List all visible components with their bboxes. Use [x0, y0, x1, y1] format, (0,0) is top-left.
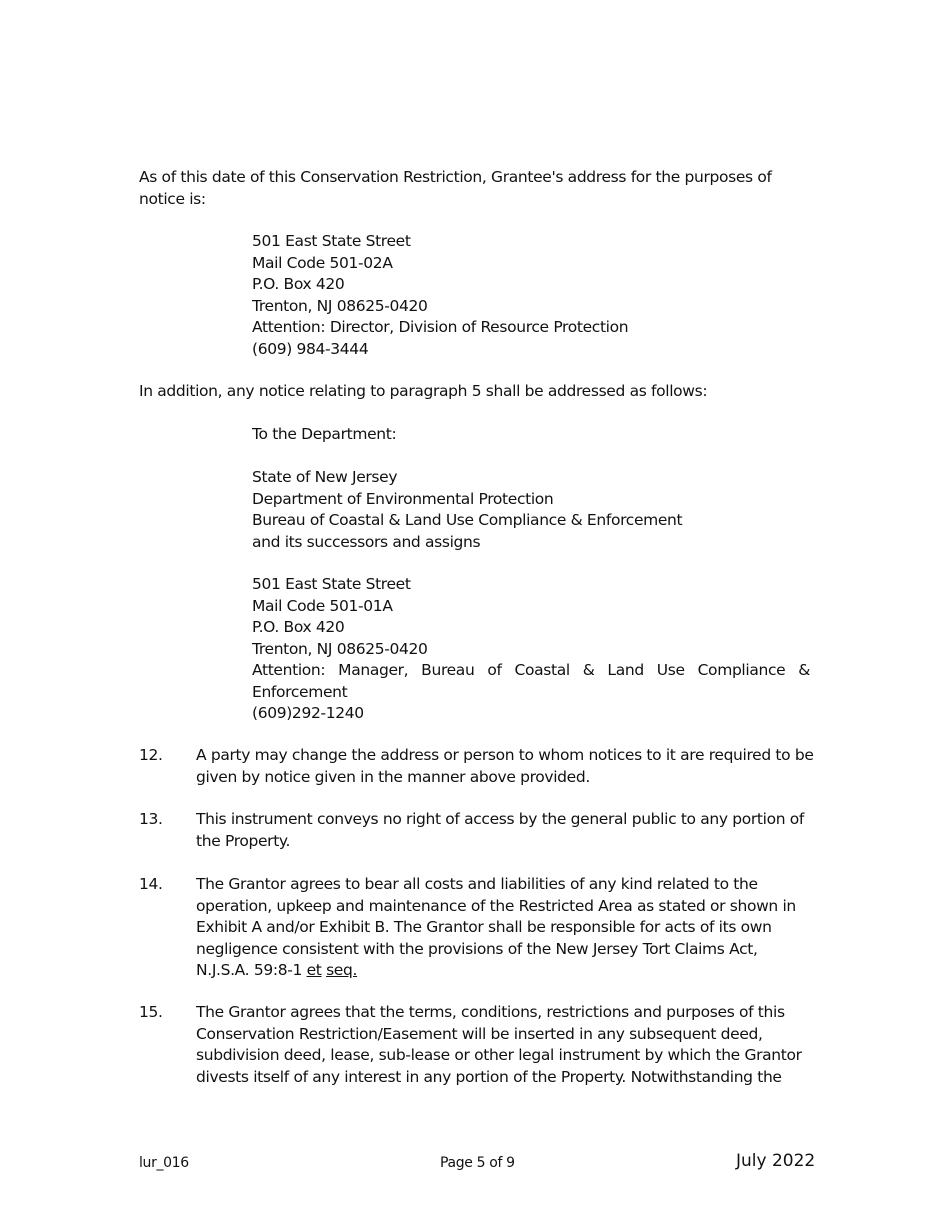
footer-page-number: Page 5 of 9: [440, 1155, 515, 1171]
addition-paragraph: [139, 381, 811, 403]
to-department-label: [252, 424, 810, 446]
address-line: (609) 984-3444: [252, 339, 369, 358]
attention-line: Attention: Manager, Bureau of Coastal & Land Use Compliance &: [252, 661, 810, 679]
footer-date: July 2022: [736, 1151, 816, 1171]
address-line: Trenton, NJ 08625-0420: [252, 639, 428, 658]
item-line: Exhibit A and/or Exhibit B. The Grantor shall be responsible for acts of its own: [196, 918, 772, 936]
item-number: 14.: [139, 875, 163, 893]
department-line: Department of Environmental Protection: [252, 489, 554, 508]
item-text: [196, 1002, 811, 1088]
to-department-text: To the Department:: [252, 425, 397, 443]
address-line: Attention: Director, Division of Resource Protection: [252, 318, 629, 336]
citation-line: [196, 960, 811, 982]
item-text: [196, 745, 814, 788]
item-line: operation, upkeep and maintenance of the Restricted Area as stated or shown in: [196, 896, 796, 915]
address-line: Mail Code 501-01A: [252, 596, 393, 615]
item-line: subdivision deed, lease, sub-lease or other legal instrument by which the Grantor: [196, 1046, 802, 1064]
footer-form-id: lur_016: [139, 1155, 189, 1171]
intro-line: notice is:: [139, 189, 206, 208]
item-line: given by notice given in the manner above provided.: [196, 767, 590, 786]
department-address-block: [252, 574, 810, 725]
department-line: Bureau of Coastal & Land Use Compliance & Enforcement: [252, 511, 683, 529]
department-block: [252, 467, 810, 553]
department-line: and its successors and assigns: [252, 532, 481, 551]
item-line: negligence consistent with the provisions of the New Jersey Tort Claims Act,: [196, 939, 758, 958]
item-text: [196, 874, 811, 982]
address-line: 501 East State Street: [252, 575, 411, 593]
item-line: The Grantor agrees that the terms, conditions, restrictions and purposes of this: [196, 1003, 785, 1021]
item-number: 15.: [139, 1003, 163, 1021]
item-line: the Property.: [196, 831, 291, 850]
department-line: State of New Jersey: [252, 468, 398, 486]
address-line: P.O. Box 420: [252, 618, 345, 636]
item-line: The Grantor agrees to bear all costs and liabilities of any kind related to the: [196, 875, 758, 893]
item-number: 13.: [139, 810, 163, 828]
address-line: P.O. Box 420: [252, 275, 345, 293]
item-number: 12.: [139, 746, 163, 764]
intro-paragraph: [139, 167, 811, 210]
phone-line: (609)292-1240: [252, 704, 364, 722]
address-line: 501 East State Street: [252, 232, 411, 250]
citation-et: et: [306, 961, 322, 979]
addition-line: In addition, any notice relating to paragraph 5 shall be addressed as follows:: [139, 382, 708, 400]
grantee-address-block: [252, 231, 810, 360]
item-line: A party may change the address or person to whom notices to it are required to be: [196, 746, 814, 764]
intro-line: As of this date of this Conservation Restriction, Grantee's address for the purposes of: [139, 168, 772, 186]
address-line: Trenton, NJ 08625-0420: [252, 296, 428, 315]
item-line: This instrument conveys no right of access by the general public to any portion of: [196, 810, 805, 828]
attention-line: Enforcement: [252, 682, 348, 701]
item-text: [196, 809, 811, 852]
citation: N.J.S.A. 59:8-1: [196, 961, 302, 979]
item-line: divests itself of any interest in any portion of the Property. Notwithstanding the: [196, 1067, 782, 1086]
citation-seq: seq.: [326, 961, 358, 979]
address-line: Mail Code 501-02A: [252, 253, 393, 272]
item-line: Conservation Restriction/Easement will be inserted in any subsequent deed,: [196, 1024, 763, 1043]
